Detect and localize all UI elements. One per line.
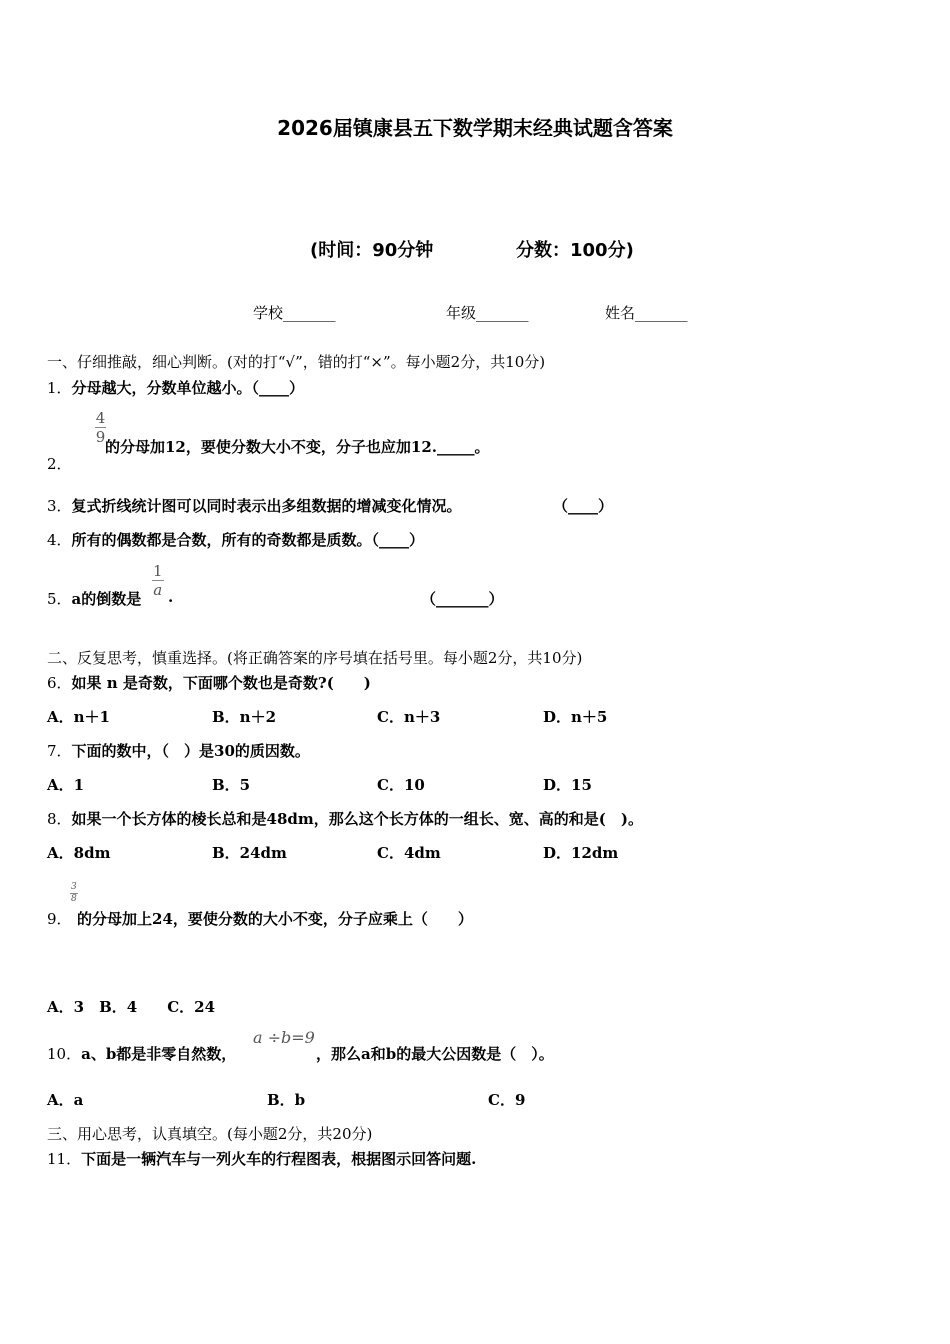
question-3	[47, 495, 462, 516]
question-11	[47, 1148, 476, 1169]
option-b: B．n＋2	[212, 708, 277, 726]
question-number: 9．	[47, 910, 72, 928]
question-2-text: 的分母加12，要使分数大小不变，分子也应加12._____。	[105, 438, 490, 456]
option-c: C．9	[488, 1091, 526, 1109]
question-5-end: .	[168, 588, 174, 606]
question-10-end: ，那么a和b的最大公因数是（ ）。	[316, 1045, 554, 1063]
question-text: 复式折线统计图可以同时表示出多组数据的增减变化情况。	[71, 497, 462, 515]
option-a: A．1	[47, 776, 85, 794]
question-8	[47, 808, 643, 829]
option-a: A．n＋1	[47, 708, 110, 726]
question-number: 8．	[47, 810, 72, 828]
fraction	[70, 882, 78, 905]
name-field: 姓名_______	[605, 304, 688, 322]
section-3-heading: 三、用心思考，认真填空。(每小题2分，共20分)	[47, 1125, 373, 1143]
question-5	[47, 588, 141, 609]
question-number: 10．	[47, 1045, 82, 1063]
question-3-blank: （____）	[553, 497, 614, 515]
question-10	[47, 1043, 236, 1064]
option-d: D．12dm	[543, 844, 619, 862]
question-2	[47, 409, 106, 473]
question-9-fraction	[70, 882, 78, 905]
question-text: 下面是一辆汽车与一列火车的行程图表，根据图示回答问题.	[81, 1150, 477, 1168]
question-text: a的倒数是	[71, 590, 142, 608]
question-text: a、b都是非零自然数，	[81, 1045, 237, 1063]
question-5-blank: （_______）	[421, 590, 504, 608]
question-number: 4．	[47, 531, 72, 549]
question-1	[47, 377, 304, 398]
option-d: D．n＋5	[543, 708, 608, 726]
question-5-fraction	[152, 562, 164, 599]
option-b: B．24dm	[212, 844, 287, 862]
option-a: A．8dm	[47, 844, 111, 862]
question-text: 下面的数中，（ ）是30的质因数。	[71, 742, 310, 760]
fraction-numerator: 1	[153, 562, 163, 580]
question-text: 分母越大，分数单位越小。（____）	[71, 379, 305, 397]
section-1-heading: 一、仔细推敲，细心判断。(对的打“√”，错的打“×”。每小题2分，共10分)	[47, 353, 546, 371]
question-number: 1．	[47, 379, 72, 397]
fraction-denominator: 8	[71, 893, 77, 904]
grade-field: 年级_______	[446, 304, 529, 322]
question-number: 2．	[47, 455, 72, 473]
question-6	[47, 672, 371, 693]
option-b: B．b	[267, 1091, 306, 1109]
option-c: C．n＋3	[377, 708, 441, 726]
school-field: 学校_______	[253, 304, 336, 322]
question-number: 6．	[47, 674, 72, 692]
section-2-heading: 二、反复思考，慎重选择。(将正确答案的序号填在括号里。每小题2分，共10分)	[47, 649, 583, 667]
question-10-expression: a ÷b=9	[253, 1028, 315, 1047]
option-b: B．5	[212, 776, 251, 794]
question-number: 5．	[47, 590, 72, 608]
question-text: 所有的偶数都是合数，所有的奇数都是质数。（____）	[71, 531, 425, 549]
question-number: 3．	[47, 497, 72, 515]
page-title: 2026届镇康县五下数学期末经典试题含答案	[277, 116, 673, 140]
question-9-options: A．3 B．4 C．24	[47, 998, 216, 1016]
question-number: 11．	[47, 1150, 82, 1168]
option-a: A．a	[47, 1091, 84, 1109]
question-9	[47, 908, 72, 929]
option-c: C．4dm	[377, 844, 441, 862]
fraction	[152, 562, 164, 599]
option-c: C．10	[377, 776, 425, 794]
question-text: 如果一个长方体的棱长总和是48dm，那么这个长方体的一组长、宽、高的和是( )。	[71, 810, 643, 828]
exam-score: 分数：100分)	[516, 240, 634, 261]
fraction-denominator: a	[153, 581, 163, 599]
question-7	[47, 740, 310, 761]
fraction-numerator: 4	[95, 409, 106, 427]
question-9-text: 的分母加上24，要使分数的大小不变，分子应乘上（ ）	[77, 910, 473, 928]
question-number: 7．	[47, 742, 72, 760]
exam-time: (时间：90分钟	[310, 240, 434, 261]
option-d: D．15	[543, 776, 592, 794]
question-4	[47, 529, 424, 550]
fraction-numerator: 3	[71, 882, 77, 892]
fraction-denominator: 9	[95, 428, 106, 446]
question-text: 如果 n 是奇数，下面哪个数也是奇数?( )	[71, 674, 371, 692]
